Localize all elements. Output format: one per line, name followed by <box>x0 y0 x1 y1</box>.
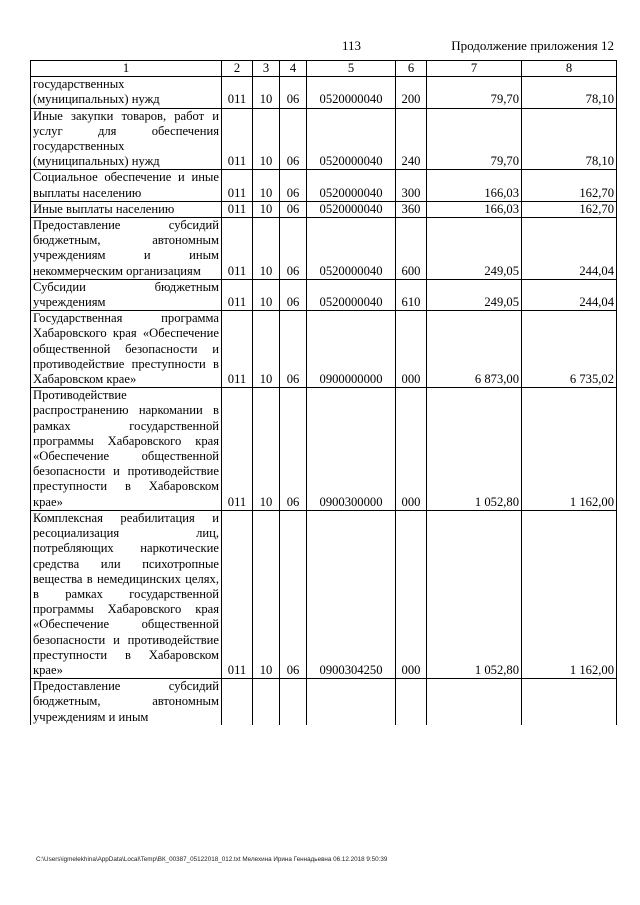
cell-amount-1: 166,03 <box>427 170 522 201</box>
cell-expense-type: 300 <box>396 170 427 201</box>
table-row <box>31 108 617 170</box>
cell-section: 10 <box>253 77 280 108</box>
cell-ministry-code: 011 <box>222 388 253 511</box>
row-name: Государственная программа Хабаровского края «Обеспечение общественной безопасности и противодействие преступности в Хабаровском крае» <box>31 311 222 388</box>
cell-amount-1: 1 052,80 <box>427 388 522 511</box>
cell-amount-2: 1 162,00 <box>522 388 617 511</box>
column-header-row <box>31 61 617 77</box>
cell-ministry-code: 011 <box>222 279 253 310</box>
table-row <box>31 510 617 678</box>
table-row <box>31 218 617 280</box>
cell-expense-type: 600 <box>396 218 427 280</box>
cell-amount-2: 162,70 <box>522 170 617 201</box>
cell-ministry-code: 011 <box>222 170 253 201</box>
cell-ministry-code: 011 <box>222 77 253 108</box>
cell-amount-1: 249,05 <box>427 279 522 310</box>
table-row <box>31 311 617 388</box>
table-row <box>31 388 617 511</box>
page-number: 113 <box>342 38 362 53</box>
table-row <box>31 170 617 201</box>
cell-ministry-code: 011 <box>222 201 253 217</box>
cell-ministry-code: 011 <box>222 510 253 678</box>
row-name: Предоставление субсидий бюджетным, автономным учреждениям и иным некоммерческим организациям <box>31 218 222 280</box>
budget-table <box>30 60 617 725</box>
cell-expense-type <box>396 679 427 725</box>
cell-section: 10 <box>253 218 280 280</box>
cell-amount-1: 166,03 <box>427 201 522 217</box>
row-name: Предоставление субсидий бюджетным, автономным учреждениям и иным <box>31 679 222 725</box>
cell-subsection: 06 <box>280 311 307 388</box>
cell-amount-1 <box>427 679 522 725</box>
column-header: 5 <box>307 61 396 77</box>
cell-expense-type: 240 <box>396 108 427 170</box>
cell-target-article: 0520000040 <box>307 201 396 217</box>
cell-ministry-code: 011 <box>222 218 253 280</box>
cell-target-article: 0520000040 <box>307 77 396 108</box>
cell-expense-type: 360 <box>396 201 427 217</box>
cell-section: 10 <box>253 279 280 310</box>
cell-amount-2: 78,10 <box>522 77 617 108</box>
table-row <box>31 279 617 310</box>
cell-subsection: 06 <box>280 388 307 511</box>
cell-section: 10 <box>253 170 280 201</box>
cell-target-article: 0900304250 <box>307 510 396 678</box>
cell-expense-type: 610 <box>396 279 427 310</box>
cell-subsection: 06 <box>280 218 307 280</box>
cell-section <box>253 679 280 725</box>
cell-expense-type: 000 <box>396 388 427 511</box>
cell-amount-2: 1 162,00 <box>522 510 617 678</box>
cell-section: 10 <box>253 201 280 217</box>
cell-target-article: 0520000040 <box>307 108 396 170</box>
cell-amount-2 <box>522 679 617 725</box>
page-header <box>0 38 640 56</box>
column-header: 8 <box>522 61 617 77</box>
cell-amount-2: 244,04 <box>522 218 617 280</box>
column-header: 3 <box>253 61 280 77</box>
cell-subsection <box>280 679 307 725</box>
cell-amount-2: 244,04 <box>522 279 617 310</box>
cell-amount-1: 6 873,00 <box>427 311 522 388</box>
footer-file-path: C:\Users\igmelekhina\AppData\Local\Temp\ВК_00387_05122018_012.txt Мелехина Ирина Геннадьевна 06.12.2018 9:50:39 <box>36 856 388 863</box>
cell-ministry-code: 011 <box>222 108 253 170</box>
cell-amount-2: 78,10 <box>522 108 617 170</box>
cell-subsection: 06 <box>280 77 307 108</box>
cell-section: 10 <box>253 388 280 511</box>
cell-target-article: 0520000040 <box>307 279 396 310</box>
cell-amount-1: 249,05 <box>427 218 522 280</box>
column-header: 4 <box>280 61 307 77</box>
column-header: 1 <box>31 61 222 77</box>
table-row <box>31 77 617 108</box>
cell-subsection: 06 <box>280 170 307 201</box>
cell-target-article <box>307 679 396 725</box>
cell-amount-1: 79,70 <box>427 108 522 170</box>
cell-target-article: 0520000040 <box>307 218 396 280</box>
cell-subsection: 06 <box>280 510 307 678</box>
cell-expense-type: 200 <box>396 77 427 108</box>
cell-ministry-code: 011 <box>222 311 253 388</box>
cell-expense-type: 000 <box>396 311 427 388</box>
cell-amount-2: 6 735,02 <box>522 311 617 388</box>
column-header: 2 <box>222 61 253 77</box>
column-header: 6 <box>396 61 427 77</box>
cell-subsection: 06 <box>280 108 307 170</box>
row-name: Противодействие распространению наркомании в рамках государственной программы Хабаровского края «Обеспечение общественной безопасности и противодействие преступности в Хабаровском крае» <box>31 388 222 511</box>
cell-section: 10 <box>253 510 280 678</box>
cell-amount-1: 79,70 <box>427 77 522 108</box>
continuation-label: Продолжение приложения 12 <box>451 38 614 53</box>
table-row <box>31 679 617 725</box>
row-name: Иные выплаты населению <box>31 201 222 217</box>
cell-target-article: 0900000000 <box>307 311 396 388</box>
cell-subsection: 06 <box>280 201 307 217</box>
row-name: Комплексная реабилитация и ресоциализация лиц, потребляющих наркотические средства или психотропные вещества в немедицинских целях, в рамках государственной программы Хабаровского края «Обеспечение общественной безопасности и противодействие преступности в Хабаровском крае» <box>31 510 222 678</box>
row-name: государственных (муниципальных) нужд <box>31 77 222 108</box>
row-name: Субсидии бюджетным учреждениям <box>31 279 222 310</box>
cell-ministry-code <box>222 679 253 725</box>
cell-expense-type: 000 <box>396 510 427 678</box>
row-name: Социальное обеспечение и иные выплаты населению <box>31 170 222 201</box>
cell-subsection: 06 <box>280 279 307 310</box>
cell-section: 10 <box>253 108 280 170</box>
cell-target-article: 0520000040 <box>307 170 396 201</box>
cell-section: 10 <box>253 311 280 388</box>
cell-amount-2: 162,70 <box>522 201 617 217</box>
row-name: Иные закупки товаров, работ и услуг для обеспечения государственных (муниципальных) нужд <box>31 108 222 170</box>
cell-amount-1: 1 052,80 <box>427 510 522 678</box>
cell-target-article: 0900300000 <box>307 388 396 511</box>
column-header: 7 <box>427 61 522 77</box>
table-row <box>31 201 617 217</box>
